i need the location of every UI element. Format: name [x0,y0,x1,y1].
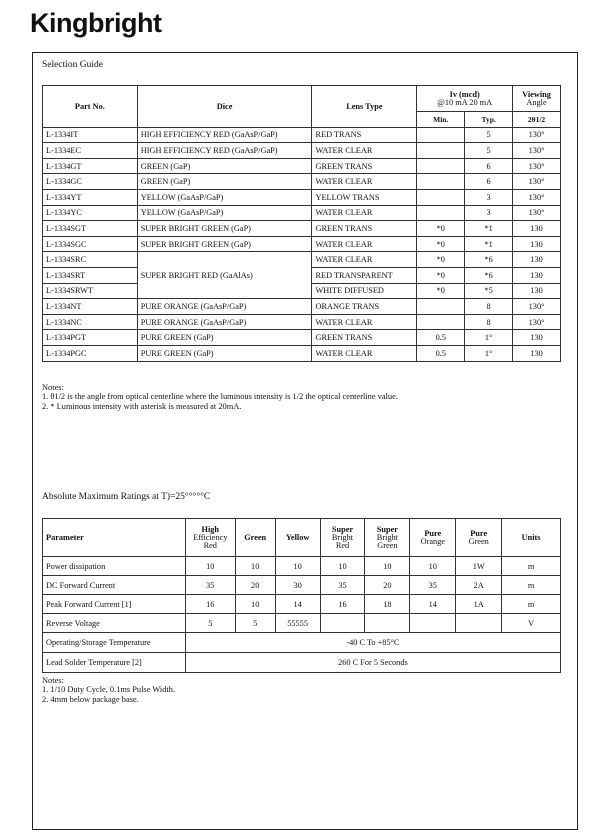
rating-value-cell: 30 [275,576,320,595]
part-no-cell: L-1334IT [43,127,138,143]
ratings-notes [42,676,175,704]
dice-cell: SUPER BRIGHT RED (GaAlAs) [137,252,312,299]
header-super: Super [331,524,354,534]
rating-value-cell: 10 [275,557,320,576]
dice-cell: GREEN (GaP) [137,158,312,174]
lens-type-cell: YELLOW TRANS [312,189,417,205]
rating-value-cell: 16 [185,595,235,614]
iv-min-cell: *0 [417,283,465,299]
iv-min-cell: 0.5 [417,330,465,346]
lens-type-cell: WATER CLEAR [312,314,417,330]
header-dice: Dice [137,86,312,128]
iv-typ-cell: *6 [465,252,513,268]
rating-value-cell: 5 [235,614,275,633]
header-bright: Bright [331,532,354,542]
rating-value-cell: 20 [365,576,410,595]
header-green: Green [235,519,275,557]
rating-value-cell: 35 [410,576,456,595]
parameter-cell: DC Forward Current [43,576,186,595]
viewing-angle-cell: 130° [513,299,561,315]
part-no-cell: L-1334GT [43,158,138,174]
table-row [43,330,561,346]
table-row [43,595,561,614]
iv-min-cell: 0.5 [417,345,465,361]
iv-typ-cell: 8 [465,299,513,315]
rating-value-cell: 10 [185,557,235,576]
viewing-angle-cell: 130 [513,330,561,346]
selection-note-1: 1. θ1/2 is the angle from optical centerline where the luminous intensity is 1/2 the optical centerline value. [42,392,398,402]
part-no-cell: L-1334PGT [43,330,138,346]
unit-cell: V [502,614,561,633]
part-no-cell: L-1334YT [43,189,138,205]
iv-min-cell: *0 [417,267,465,283]
table-row [43,205,561,221]
part-no-cell: L-1334EC [43,143,138,159]
header-pure: Pure [424,528,442,538]
parameter-cell: Power dissipation [43,557,186,576]
iv-min-cell: *0 [417,221,465,237]
viewing-angle-cell: 130° [513,143,561,159]
dice-cell: YELLOW (GaAsP/GaP) [137,189,312,205]
dice-cell: GREEN (GaP) [137,174,312,190]
rating-value-cell [456,614,502,633]
parameter-cell: Reverse Voltage [43,614,186,633]
rating-value-cell: 14 [410,595,456,614]
header-green-2: Green [377,541,398,550]
iv-typ-cell: *1 [465,221,513,237]
viewing-angle-cell: 130° [513,174,561,190]
header-high: High [201,524,220,534]
viewing-angle-cell: 130 [513,252,561,268]
unit-cell: m [502,576,561,595]
header-pure-2: Pure [470,528,488,538]
iv-min-cell [417,314,465,330]
table-row [43,314,561,330]
rating-value-cell: 35 [320,576,365,595]
header-viewing [513,86,561,112]
header-theta: 2θ1/2 [513,112,561,128]
rating-value-cell: 10 [410,557,456,576]
iv-typ-cell: 8 [465,314,513,330]
part-no-cell: L-1334NC [43,314,138,330]
iv-typ-cell: 5 [465,143,513,159]
unit-cell: m [502,595,561,614]
rating-value-cell [365,614,410,633]
table-row [43,158,561,174]
rating-value-cell: 1A [456,595,502,614]
lens-type-cell: WATER CLEAR [312,236,417,252]
dice-cell: SUPER BRIGHT GREEN (GaP) [137,221,312,237]
rating-value-cell [320,614,365,633]
table-row [43,143,561,159]
iv-typ-cell: *6 [465,267,513,283]
part-no-cell: L-1334GC [43,174,138,190]
lens-type-cell: RED TRANS [312,127,417,143]
lens-type-cell: RED TRANSPARENT [312,267,417,283]
rating-value-cell: 35 [185,576,235,595]
lens-type-cell: WATER CLEAR [312,205,417,221]
rating-value-cell: 18 [365,595,410,614]
table-row [43,189,561,205]
lens-type-cell: WATER CLEAR [312,174,417,190]
dice-cell: HIGH EFFICIENCY RED (GaAsP/GaP) [137,127,312,143]
rating-value-cell: 16 [320,595,365,614]
part-no-cell: L-1334SRWT [43,283,138,299]
header-red: Red [203,541,217,550]
viewing-angle-cell: 130 [513,267,561,283]
viewing-angle-cell: 130° [513,205,561,221]
header-angle-label: Angle [526,97,547,107]
iv-typ-cell: 3 [465,205,513,221]
lens-type-cell: WATER CLEAR [312,252,417,268]
viewing-angle-cell: 130 [513,236,561,252]
table-row [43,345,561,361]
selection-notes-heading: Notes: [42,383,64,392]
iv-min-cell [417,205,465,221]
iv-min-cell [417,127,465,143]
header-min: Min. [417,112,465,128]
rating-value-cell: 10 [235,595,275,614]
rating-value-cell: 2A [456,576,502,595]
table-row [43,299,561,315]
lens-type-cell: GREEN TRANS [312,330,417,346]
ratings-note-2: 2. 4mm below package base. [42,694,139,704]
header-efficiency: Efficiency [193,532,228,542]
rating-value-cell: 55555 [275,614,320,633]
iv-typ-cell: 3 [465,189,513,205]
part-no-cell: L-1334SRT [43,267,138,283]
iv-min-cell: *0 [417,252,465,268]
dice-cell: YELLOW (GaAsP/GaP) [137,205,312,221]
viewing-angle-cell: 130° [513,314,561,330]
header-green-3: Green [468,536,489,546]
iv-min-cell [417,158,465,174]
header-viewing-label: Viewing [522,89,551,99]
table-row [43,557,561,576]
rating-value-cell: 5 [185,614,235,633]
header-pure-green [456,519,502,557]
brand-logo: Kingbright [30,8,162,38]
table-row [43,127,561,143]
iv-min-cell [417,189,465,205]
iv-typ-cell: *5 [465,283,513,299]
header-lens-type: Lens Type [312,86,417,128]
header-units: Units [502,519,561,557]
table-row [43,614,561,633]
op-temp-value: -40 C To +85°C [185,633,560,653]
rating-value-cell: 10 [235,557,275,576]
op-temp-label: Operating/Storage Temperature [43,633,186,653]
absolute-ratings-table [42,518,561,673]
selection-guide-title: Selection Guide [42,60,103,70]
header-iv [417,86,513,112]
dice-cell: HIGH EFFICIENCY RED (GaAsP/GaP) [137,143,312,159]
rating-value-cell: 10 [365,557,410,576]
header-red-2: Red [335,541,350,550]
dice-cell: SUPER BRIGHT GREEN (GaP) [137,236,312,252]
header-iv-condition: @10 mA 20 mA [437,97,493,107]
dice-cell: PURE GREEN (GaP) [137,330,312,346]
part-no-cell: L-1334SGC [43,236,138,252]
ratings-notes-heading: Notes: [42,676,64,685]
table-row [43,236,561,252]
viewing-angle-cell: 130 [513,345,561,361]
viewing-angle-cell: 130° [513,158,561,174]
iv-typ-cell: *1 [465,236,513,252]
iv-typ-cell: 6 [465,174,513,190]
unit-cell: m [502,557,561,576]
part-no-cell: L-1334PGC [43,345,138,361]
viewing-angle-cell: 130° [513,189,561,205]
iv-typ-cell: 5 [465,127,513,143]
table-row [43,576,561,595]
dice-cell: PURE ORANGE (GaAsP/GaP) [137,299,312,315]
header-super-bright-red [320,519,365,557]
solder-value: 260 C For 5 Seconds [185,653,560,673]
selection-notes [42,383,398,411]
dice-cell: PURE GREEN (GaP) [137,345,312,361]
lens-type-cell: GREEN TRANS [312,158,417,174]
ratings-note-1: 1. 1/10 Duty Cycle, 0.1ms Pulse Width. [42,685,176,695]
lens-type-cell: WATER CLEAR [312,143,417,159]
dice-cell: PURE ORANGE (GaAsP/GaP) [137,314,312,330]
lens-type-cell: WHITE DIFFUSED [312,283,417,299]
lens-type-cell: WATER CLEAR [312,345,417,361]
table-row [43,221,561,237]
header-super-bright-green [365,519,410,557]
viewing-angle-cell: 130° [513,127,561,143]
header-bright-2: Bright [376,532,398,542]
header-parameter: Parameter [43,519,186,557]
lens-type-cell: GREEN TRANS [312,221,417,237]
rating-value-cell: 10 [320,557,365,576]
selection-note-2: 2. * Luminous intensity with asterisk is measured at 20mA. [42,401,242,411]
solder-label: Lead Solder Temperature [2] [43,653,186,673]
iv-typ-cell: 6 [465,158,513,174]
header-pure-orange [410,519,456,557]
rating-value-cell: 1W [456,557,502,576]
iv-min-cell [417,299,465,315]
iv-min-cell [417,174,465,190]
viewing-angle-cell: 130 [513,283,561,299]
part-no-cell: L-1334NT [43,299,138,315]
header-iv-label: Iv (mcd) [449,89,480,99]
iv-typ-cell: 1° [465,330,513,346]
parameter-cell: Peak Forward Current [1] [43,595,186,614]
selection-guide-table [42,85,561,362]
part-no-cell: L-1334SRC [43,252,138,268]
ratings-title: Absolute Maximum Ratings at T)=25°°°°°C [42,492,211,502]
header-part-no: Part No. [43,86,138,128]
part-no-cell: L-1334YC [43,205,138,221]
rating-value-cell: 20 [235,576,275,595]
iv-typ-cell: 1° [465,345,513,361]
header-typ: Typ. [465,112,513,128]
table-row [43,252,561,268]
header-orange: Orange [420,536,445,546]
header-high-efficiency-red [185,519,235,557]
rating-value-cell: 14 [275,595,320,614]
header-super-2: Super [376,524,398,534]
iv-min-cell [417,143,465,159]
table-row [43,174,561,190]
header-yellow: Yellow [275,519,320,557]
part-no-cell: L-1334SGT [43,221,138,237]
iv-min-cell: *0 [417,236,465,252]
viewing-angle-cell: 130 [513,221,561,237]
rating-value-cell [410,614,456,633]
lens-type-cell: ORANGE TRANS [312,299,417,315]
